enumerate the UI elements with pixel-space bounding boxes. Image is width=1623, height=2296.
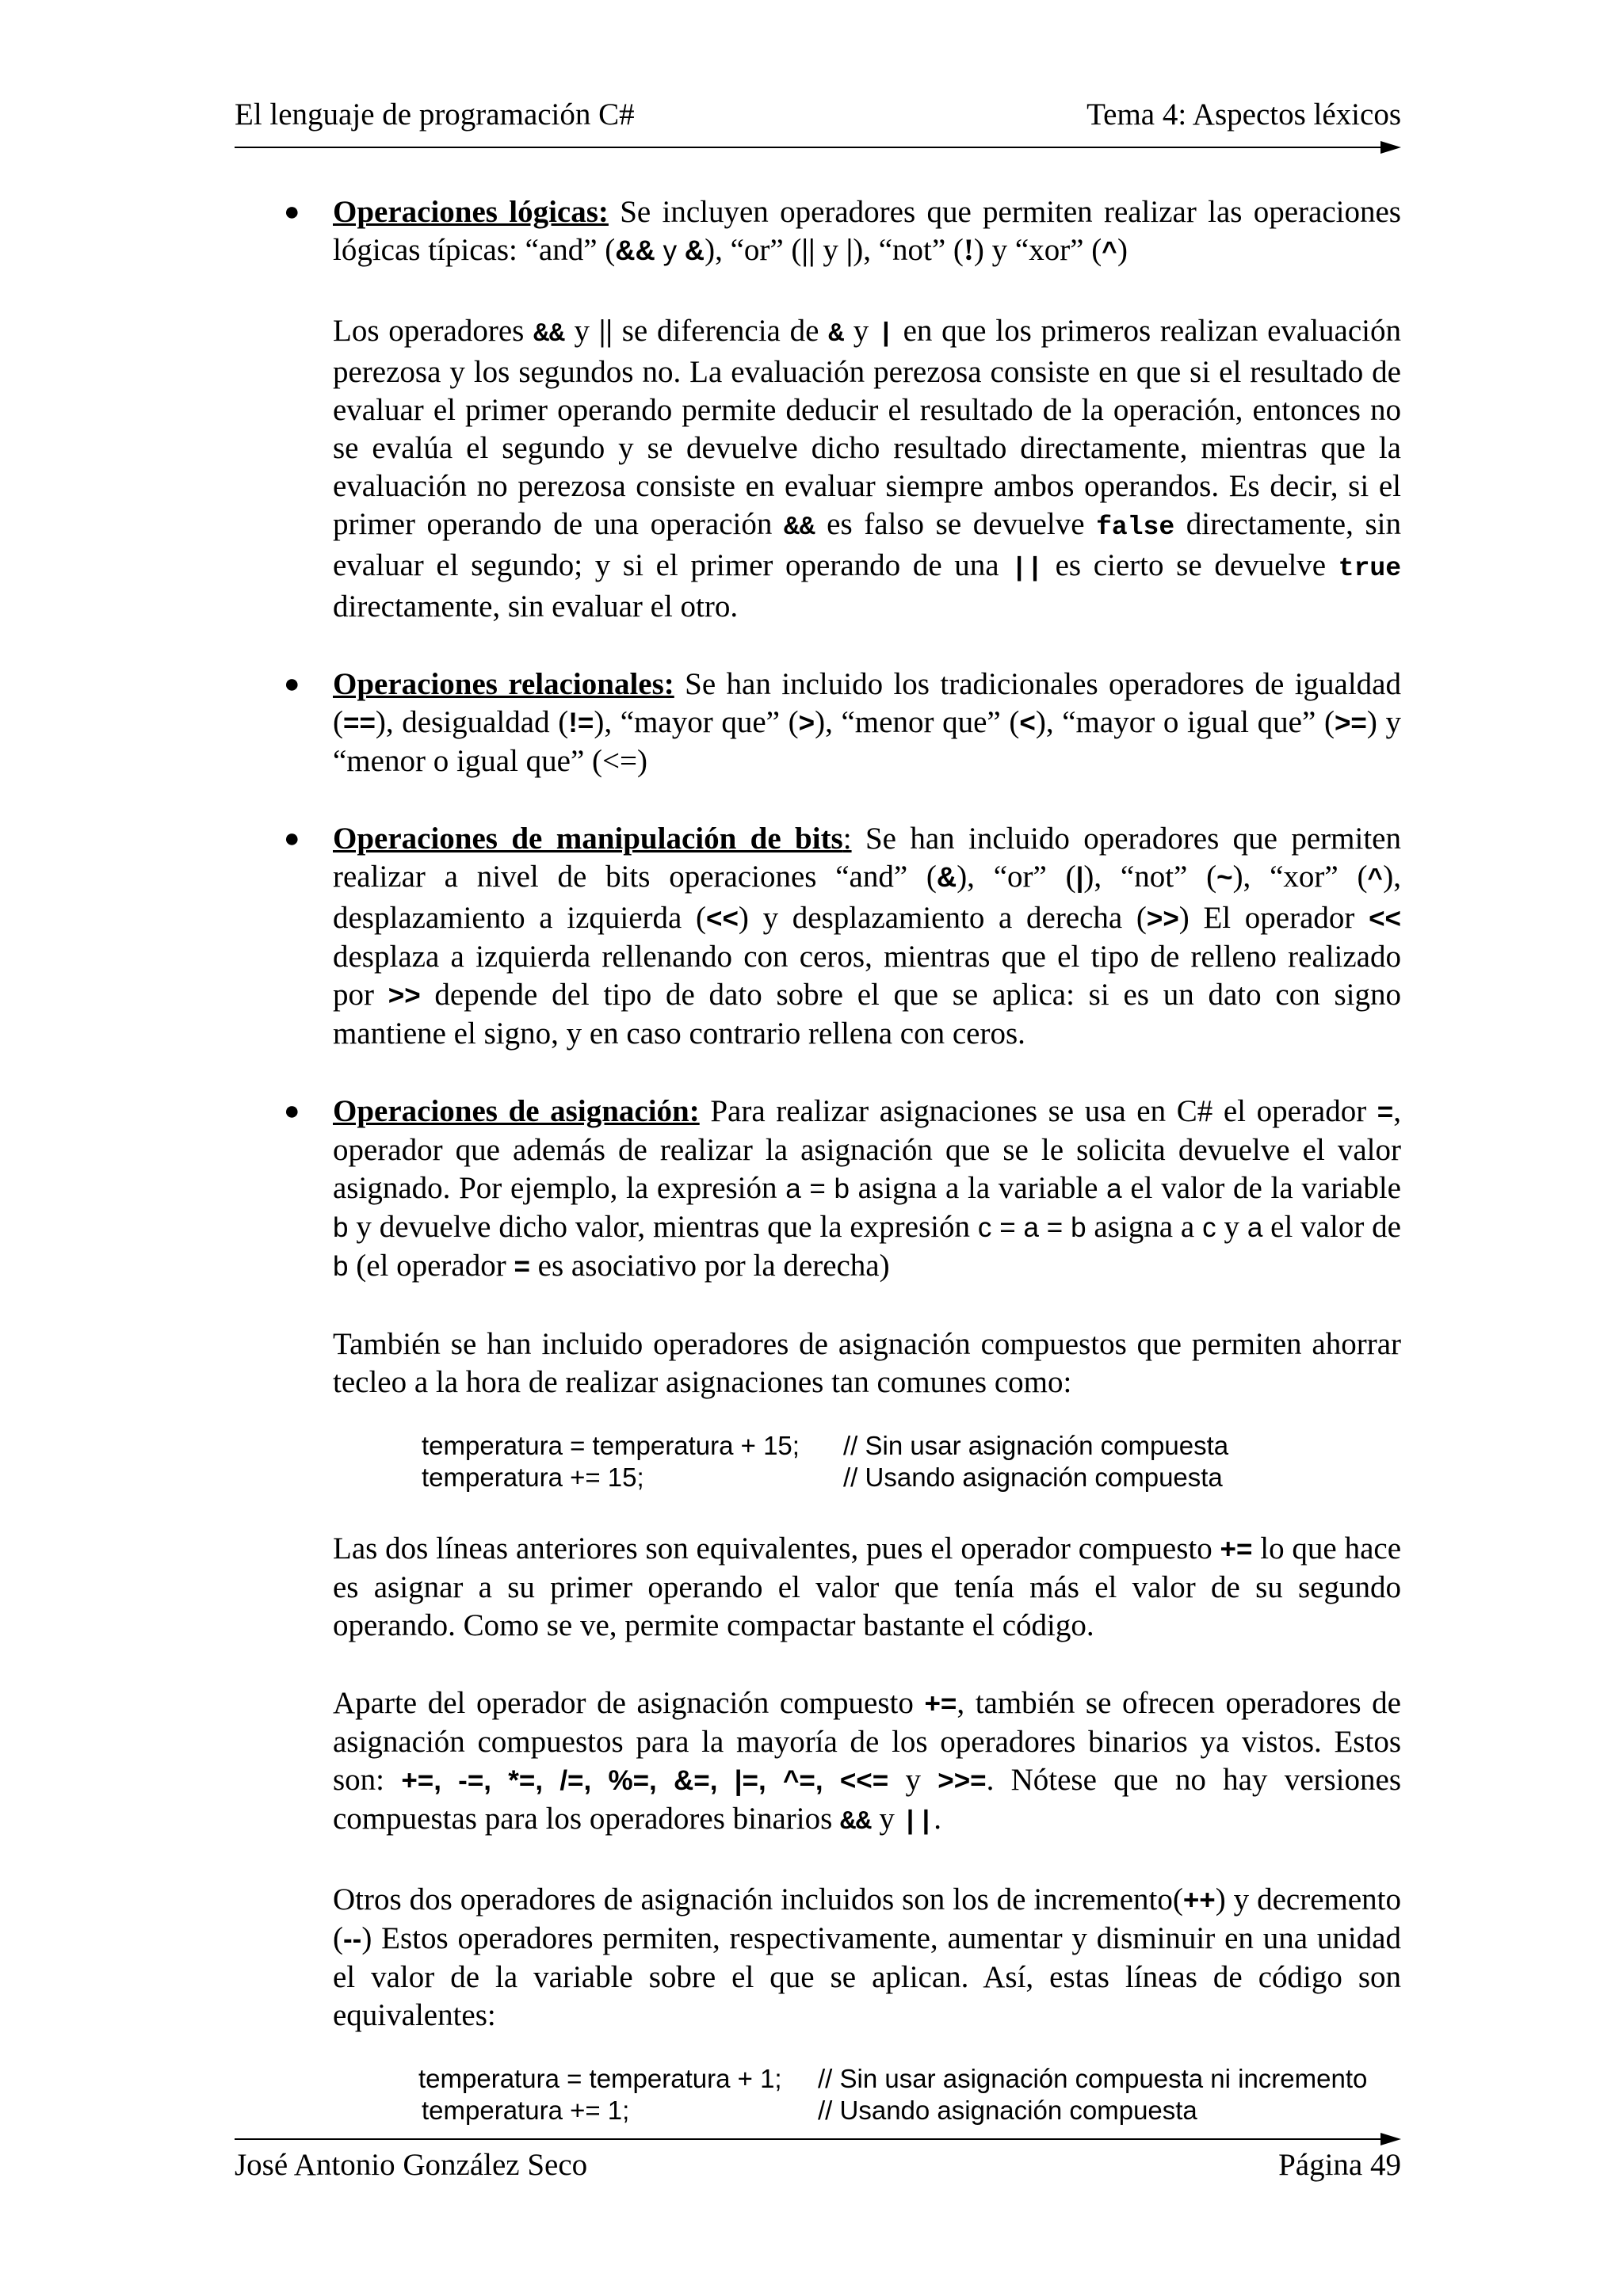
operator: | [846, 233, 854, 267]
code-variable: c [1202, 1212, 1216, 1243]
operator: || [1011, 554, 1043, 583]
text: ) y decremento ( [333, 1882, 1401, 1955]
text: Aparte del operador de asignación compuesto [333, 1686, 925, 1720]
relational-term: Operaciones relacionales: [333, 667, 674, 701]
code-statement: temperatura = temperatura + 1; [418, 2064, 782, 2093]
compound-assignment-paragraph: También se han incluido operadores de asignación compuestos que permiten ahorrar tecleo a la hora de realizar asignaciones tan comunes como: [333, 1327, 1401, 1399]
bullet-relational-operations [282, 666, 1401, 780]
operator: >> [1146, 903, 1179, 934]
text: ), “not” ( [853, 233, 964, 267]
bullet-bit-operations [282, 820, 1401, 1053]
operator: || [902, 1807, 934, 1836]
header-book-title: El lenguaje de programación C# [235, 97, 635, 132]
operator: ~ [1216, 862, 1233, 893]
text: ), “or” ( [957, 860, 1076, 894]
code-variable: a [1247, 1212, 1263, 1243]
operator: >> [388, 980, 421, 1011]
operator: += [924, 1688, 957, 1719]
text: ), desigualdad ( [375, 705, 569, 739]
operator: || [598, 314, 613, 348]
page-header [235, 97, 1401, 144]
compound-operators-paragraph [333, 1684, 1401, 1841]
header-chapter-title: Tema 4: Aspectos léxicos [1086, 97, 1401, 132]
assignment-term: Operaciones de asignación: [333, 1094, 700, 1128]
text: depende del tipo de dato sobre el que se aplica: si es un dato con signo mantiene el signo, y en caso contrario rellena con ceros. [333, 978, 1401, 1051]
text: ) y “menor o igual que” (<=) [333, 705, 1401, 778]
text: el valor de [1262, 1210, 1401, 1244]
text: ) El operador [1178, 901, 1369, 935]
text: en que los primeros realizan evaluación perezosa y los segundos no. La evaluación perezosa consiste en que si el resultado de evaluar el primer operando permite deducir el resultado de la operación, entonces no se evalúa el segundo y se devuelve dicho resultado directamente, mientras que la evaluación no perezosa consiste en evaluar siempre ambos operandos. Es decir, si el primer operando de una operación [333, 314, 1402, 541]
bits-term: Operaciones de manipulación de bits [333, 822, 843, 856]
page-footer [235, 2147, 1401, 2195]
code-comment: // Sin usar asignación compuesta [843, 1431, 1229, 1460]
text: ), “xor” ( [1232, 860, 1368, 894]
text: desplaza a izquierda rellenando con ceros, mientras que el tipo de relleno realizado por [333, 940, 1401, 1012]
code-variable: a [1106, 1173, 1122, 1204]
operator: && [783, 513, 815, 542]
text: Se han incluido operadores que permiten realizar a nivel de bits operaciones “and” ( [333, 822, 1401, 894]
keyword: false [1096, 513, 1175, 542]
text: es asociativo por la derecha) [529, 1249, 890, 1283]
text: ), “not” ( [1083, 860, 1217, 894]
text: ) y desplazamiento a derecha ( [738, 901, 1147, 935]
bullet-logical-operations [282, 193, 1401, 626]
lazy-evaluation-paragraph [333, 312, 1401, 626]
operator: & [828, 319, 844, 349]
footer-arrow-rule [235, 2130, 1401, 2149]
code-line [418, 2095, 1401, 2126]
text: y [655, 235, 685, 266]
operator: ++ [1182, 1885, 1216, 1916]
text: es falso se devuelve [815, 507, 1097, 541]
text: Otros dos operadores de asignación incluidos son los de incremento( [333, 1882, 1183, 1917]
operator: | [878, 319, 894, 349]
operator: > [798, 707, 815, 738]
text: lo que hace es asignar a su primer operando el valor que tenía más el valor de su segundo operando. Como se ve, permite compactar bastante el código. [333, 1531, 1401, 1642]
operator: | [1075, 862, 1084, 893]
text: ) Estos operadores permiten, respectivamente, aumentar y disminuir en una unidad el valor de la variable sobre el que se aplican. Así, estas líneas de código son equivalentes: [333, 1921, 1401, 2032]
text: , también se ofrecen operadores de asignación compuestos para la mayoría de los operadores binarios ya vistos. Estos son: [333, 1686, 1401, 1797]
operator: && [533, 319, 565, 349]
operator: = [1377, 1097, 1394, 1127]
bullet-icon: ● [284, 1097, 300, 1126]
operator: & [936, 862, 957, 893]
text: y devuelve dicho valor, mientras que la expresión [348, 1210, 978, 1244]
operator: -- [343, 1924, 362, 1955]
text: ), “mayor que” ( [594, 705, 799, 739]
code-comment: // Sin usar asignación compuesta ni incremento [818, 2064, 1368, 2093]
text: Se incluyen operadores que permiten realizar las operaciones lógicas típicas: “and” ( [333, 195, 1401, 267]
logical-term: Operaciones lógicas: [333, 195, 609, 229]
text: Para realizar asignaciones se usa en C# el operador [699, 1094, 1377, 1128]
text: se diferencia de [612, 314, 829, 348]
text: el valor de la variable [1121, 1171, 1401, 1205]
text: y [888, 1763, 938, 1797]
text: ), desplazamiento a izquierda ( [333, 860, 1402, 935]
text: directamente, sin evaluar el otro. [333, 589, 739, 624]
operator: != [568, 707, 594, 738]
code-statement: temperatura += 1; [422, 2096, 630, 2125]
code-block-compound [333, 1430, 1401, 1493]
page-content [282, 193, 1401, 2166]
text: . Nótese que no hay versiones compuestas para los operadores binarios [333, 1763, 1402, 1836]
code-statement: temperatura = temperatura + 15; [422, 1431, 800, 1460]
text: Las dos líneas anteriores son equivalentes, pues el operador compuesto [333, 1531, 1220, 1566]
text: ) [1117, 233, 1128, 267]
text: asigna a [1086, 1210, 1203, 1244]
operator: << [706, 903, 739, 934]
bullet-assignment-operations [282, 1093, 1401, 2126]
code-comment: // Usando asignación compuesta [818, 2096, 1197, 2125]
operator: & [684, 235, 705, 266]
code-line [418, 2063, 1401, 2095]
text: ), “or” ( [705, 233, 802, 267]
text: y [564, 314, 599, 348]
operator: = [514, 1251, 530, 1282]
increment-paragraph [333, 1881, 1401, 2035]
code-line [422, 1462, 1401, 1493]
relational-paragraph [333, 666, 1401, 780]
keyword: true [1338, 554, 1401, 583]
code-comment: // Usando asignación compuesta [843, 1463, 1223, 1492]
logical-intro-paragraph [333, 193, 1401, 273]
operator: && [840, 1807, 872, 1836]
code-variable: b [333, 1212, 349, 1243]
operator: && [615, 235, 655, 266]
text: ) y “xor” ( [973, 233, 1102, 267]
text: es cierto se devuelve [1042, 548, 1338, 582]
text: Los operadores [333, 314, 534, 348]
operator: ^ [1367, 865, 1384, 894]
operator: == [343, 707, 376, 738]
code-expression: a = b [785, 1173, 850, 1204]
bullet-icon: ● [284, 669, 300, 699]
text: y [844, 314, 879, 348]
text: ), “mayor o igual que” ( [1035, 705, 1335, 739]
text: : [842, 822, 852, 856]
code-expression: c = a = b [977, 1212, 1086, 1243]
assignment-intro-paragraph [333, 1093, 1401, 1286]
bullet-icon: ● [284, 824, 300, 853]
text: ), “menor que” ( [815, 705, 1020, 739]
code-statement: temperatura += 15; [422, 1463, 644, 1492]
text: Se han incluido los tradicionales operadores de igualdad ( [333, 667, 1401, 739]
operator: ! [963, 233, 974, 267]
text: y [1216, 1210, 1247, 1244]
operator: << [1369, 903, 1401, 934]
code-variable: b [333, 1251, 349, 1282]
text: directamente, sin evaluar el segundo; y si el primer operando de una [333, 507, 1401, 582]
footer-page-number: Página 49 [1278, 2148, 1401, 2182]
text: , operador que además de realizar la asignación que se le solicita devuelve el valor asignado. Por ejemplo, la expresión [333, 1094, 1401, 1205]
operator-list: +=, -=, *=, /=, %=, &=, |=, ^=, <<= [401, 1765, 889, 1796]
code-line [422, 1430, 1401, 1462]
text: asigna a la variable [849, 1171, 1107, 1205]
operator: < [1019, 707, 1036, 738]
text: y [871, 1802, 903, 1836]
equivalence-paragraph [333, 1530, 1401, 1645]
text: y [815, 233, 846, 267]
footer-author: José Antonio González Seco [235, 2148, 588, 2182]
code-block-increment [333, 2063, 1401, 2126]
text: . [934, 1802, 942, 1836]
bullet-icon: ● [284, 197, 300, 227]
text: (el operador [348, 1249, 514, 1283]
operator: || [801, 233, 815, 267]
header-arrow-rule [235, 138, 1401, 157]
operator: >= [1334, 707, 1367, 738]
operator: >>= [938, 1765, 987, 1796]
operator: += [1220, 1534, 1253, 1565]
bits-paragraph [333, 820, 1401, 1053]
operator: ^ [1102, 238, 1118, 268]
